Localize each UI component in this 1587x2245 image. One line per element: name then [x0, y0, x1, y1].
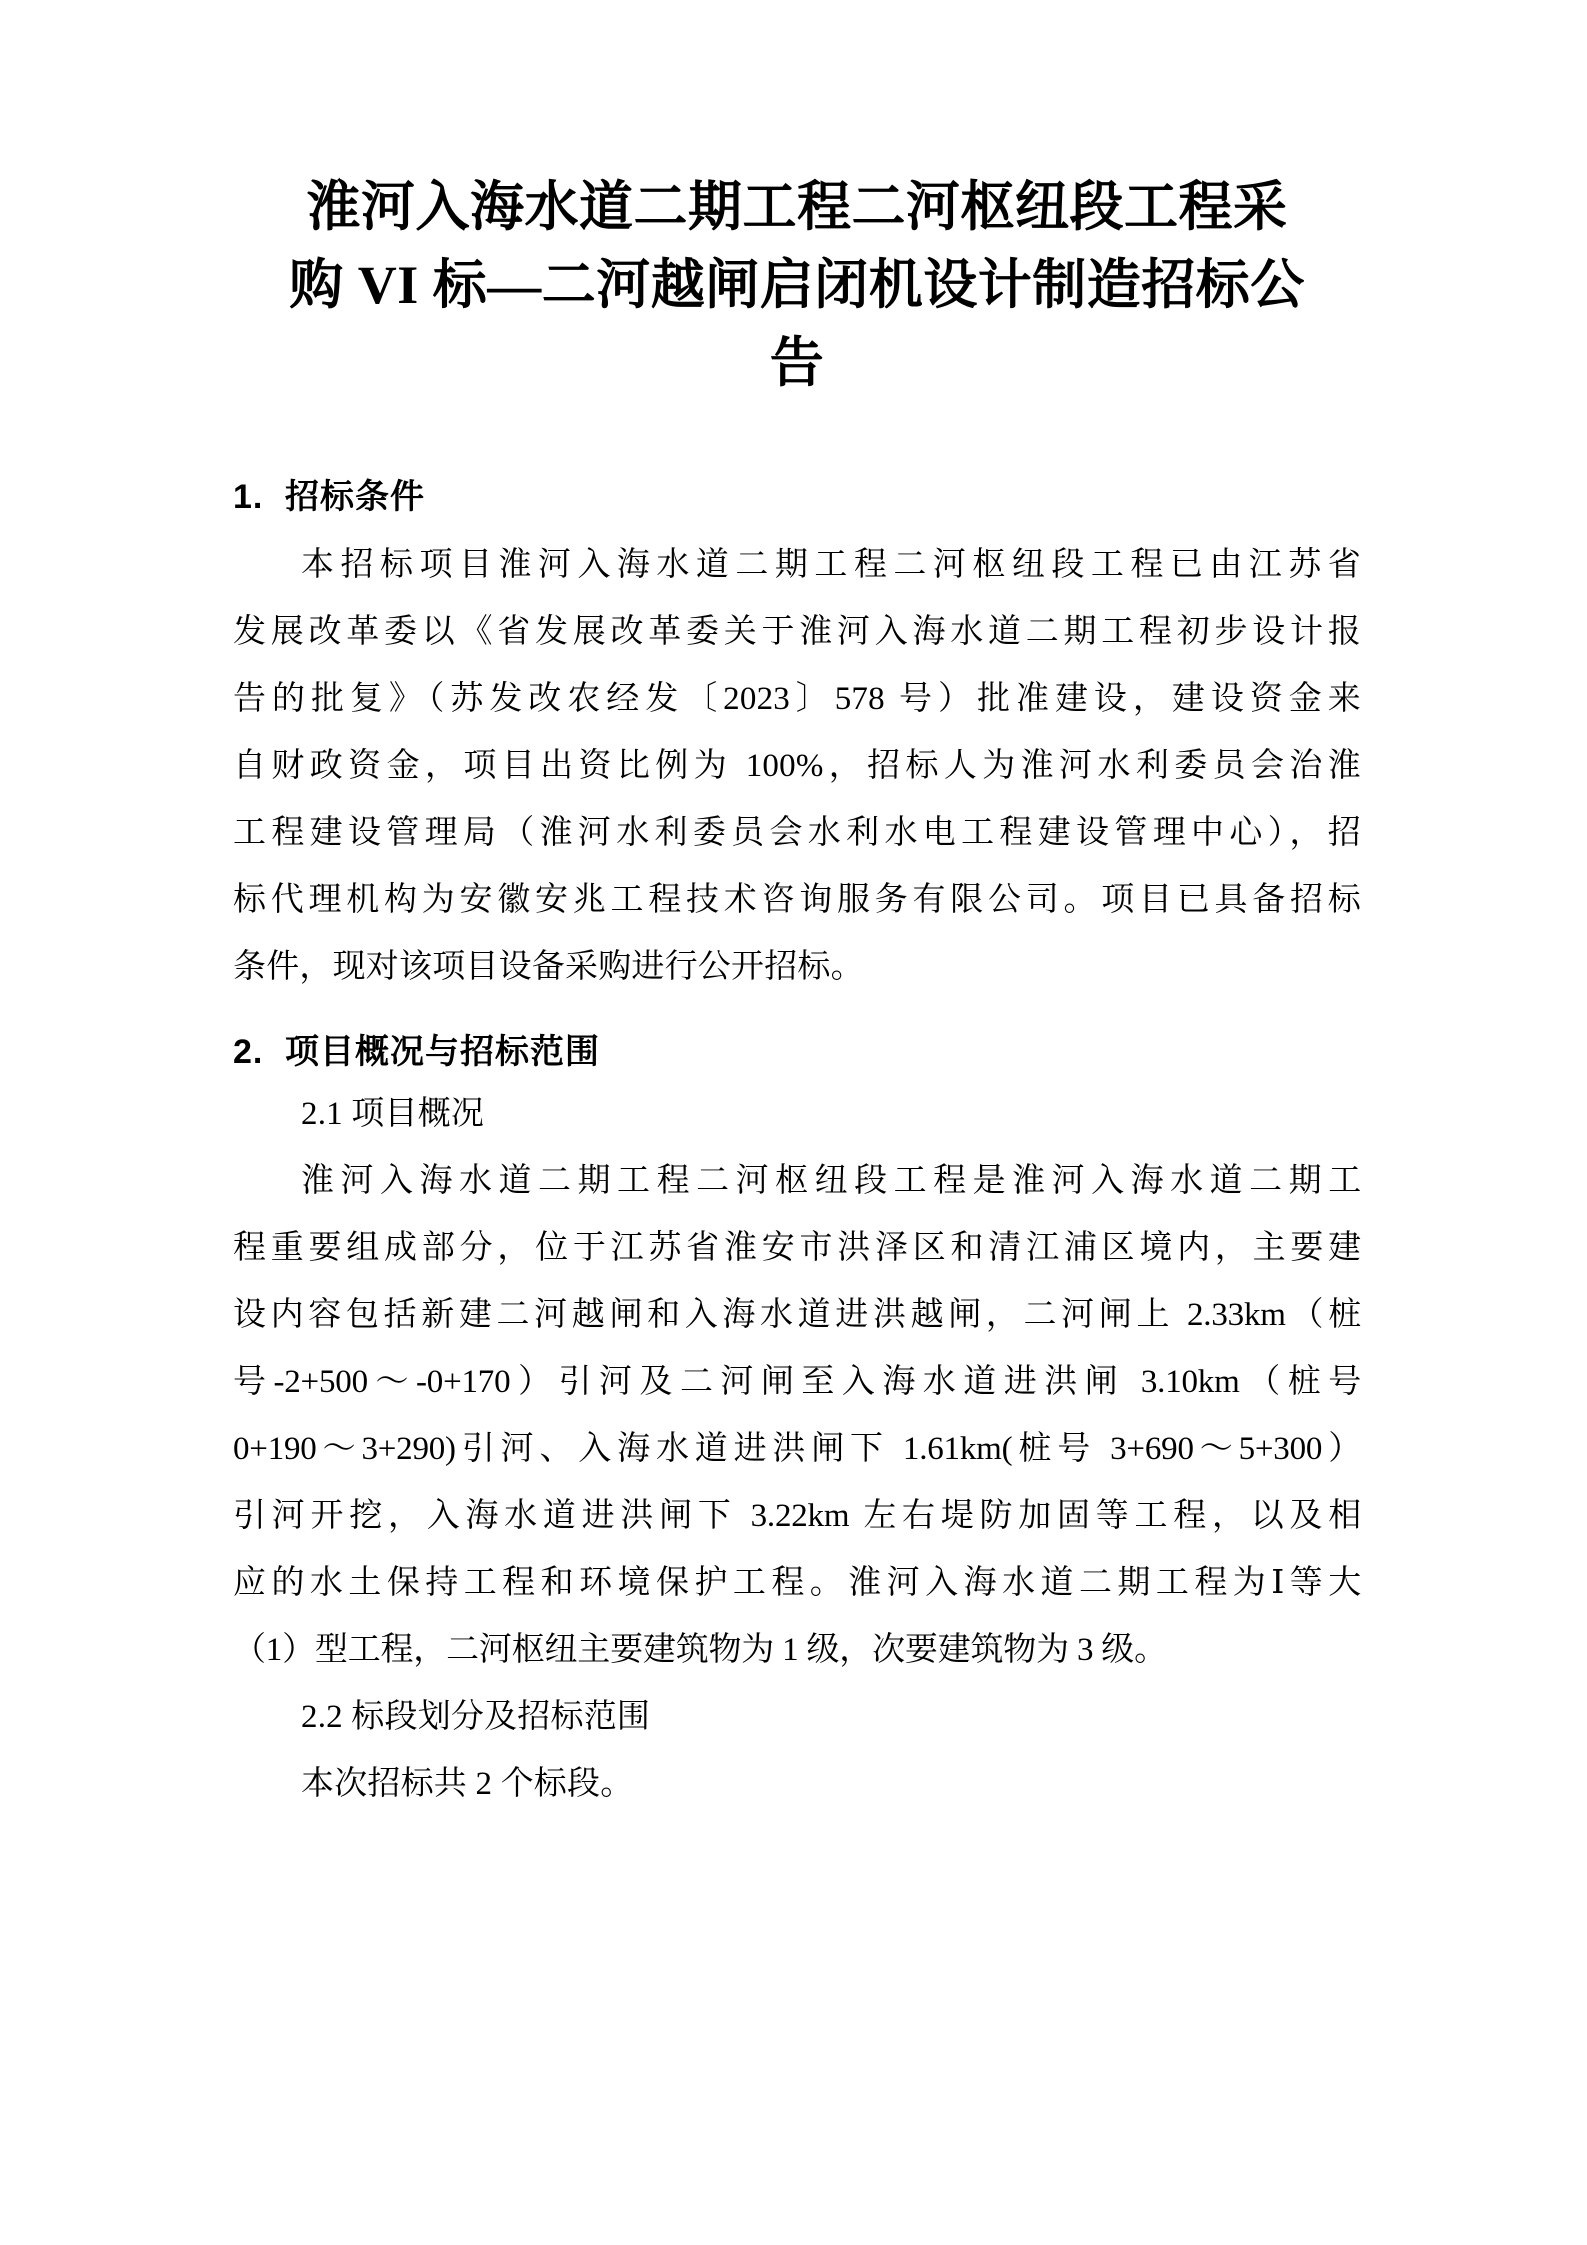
section-1-heading — [233, 468, 1361, 526]
paragraph-line: 条件，现对该项目设备采购进行公开招标。 — [233, 949, 864, 985]
paragraph-line: 标代理机构为安徽安兆工程技术咨询服务有限公司。项目已具备招标 — [233, 882, 1361, 918]
section-2-number: 2. — [233, 1033, 264, 1071]
paragraph-line: （1）型工程，二河枢纽主要建筑物为 1 级，次要建筑物为 3 级。 — [233, 1632, 1167, 1668]
paragraph-line: 告的批复》（苏发改农经发〔2023〕578 号）批准建设，建设资金来 — [233, 681, 1361, 717]
title-line-3: 告 — [769, 333, 825, 393]
section-1-heading-text: 招标条件 — [285, 478, 425, 516]
title-line-2: 购 VI 标—二河越闸启闭机设计制造招标公 — [289, 255, 1305, 315]
paragraph-line: 设内容包括新建二河越闸和入海水道进洪越闸，二河闸上 2.33km（桩 — [233, 1297, 1361, 1333]
paragraph-line: 0+190～3+290)引河、入海水道进洪闸下 1.61km(桩号 3+690～5+300） — [233, 1431, 1361, 1467]
section-2-heading-text: 项目概况与招标范围 — [285, 1033, 600, 1071]
section-1 — [233, 468, 1361, 1001]
paragraph-line: 淮河入海水道二期工程二河枢纽段工程是淮河入海水道二期工 — [301, 1163, 1361, 1199]
subsection-2-2-heading: 2.2 标段划分及招标范围 — [301, 1699, 651, 1735]
section-1-number: 1. — [233, 478, 264, 516]
paragraph-line: 自财政资金，项目出资比例为 100%，招标人为淮河水利委员会治淮 — [233, 748, 1361, 784]
document-content — [233, 0, 1361, 1818]
section-2 — [233, 1023, 1361, 1818]
paragraph-line: 本次招标共 2 个标段。 — [301, 1766, 634, 1802]
paragraph-line: 本招标项目淮河入海水道二期工程二河枢纽段工程已由江苏省 — [301, 547, 1361, 583]
paragraph-line: 程重要组成部分，位于江苏省淮安市洪泽区和清江浦区境内，主要建 — [233, 1230, 1361, 1266]
paragraph-line: 应的水土保持工程和环境保护工程。淮河入海水道二期工程为Ⅰ等大 — [233, 1565, 1361, 1601]
title-line-1: 淮河入海水道二期工程二河枢纽段工程采 — [306, 177, 1288, 237]
subsection-2-2-paragraph — [233, 1751, 1361, 1818]
subsection-2-1-heading: 2.1 项目概况 — [301, 1096, 485, 1132]
paragraph-line: 引河开挖，入海水道进洪闸下 3.22km 左右堤防加固等工程，以及相 — [233, 1498, 1361, 1534]
paragraph-line: 号-2+500～-0+170）引河及二河闸至入海水道进洪闸 3.10km（桩号 — [233, 1364, 1361, 1400]
paragraph-line: 工程建设管理局（淮河水利委员会水利水电工程建设管理中心），招 — [233, 815, 1361, 851]
paragraph-line: 发展改革委以《省发展改革委关于淮河入海水道二期工程初步设计报 — [233, 614, 1361, 650]
subsection-2-1-paragraph — [233, 1148, 1361, 1684]
section-2-heading — [233, 1023, 1361, 1081]
page-title — [233, 0, 1361, 402]
section-1-paragraph — [233, 532, 1361, 1001]
